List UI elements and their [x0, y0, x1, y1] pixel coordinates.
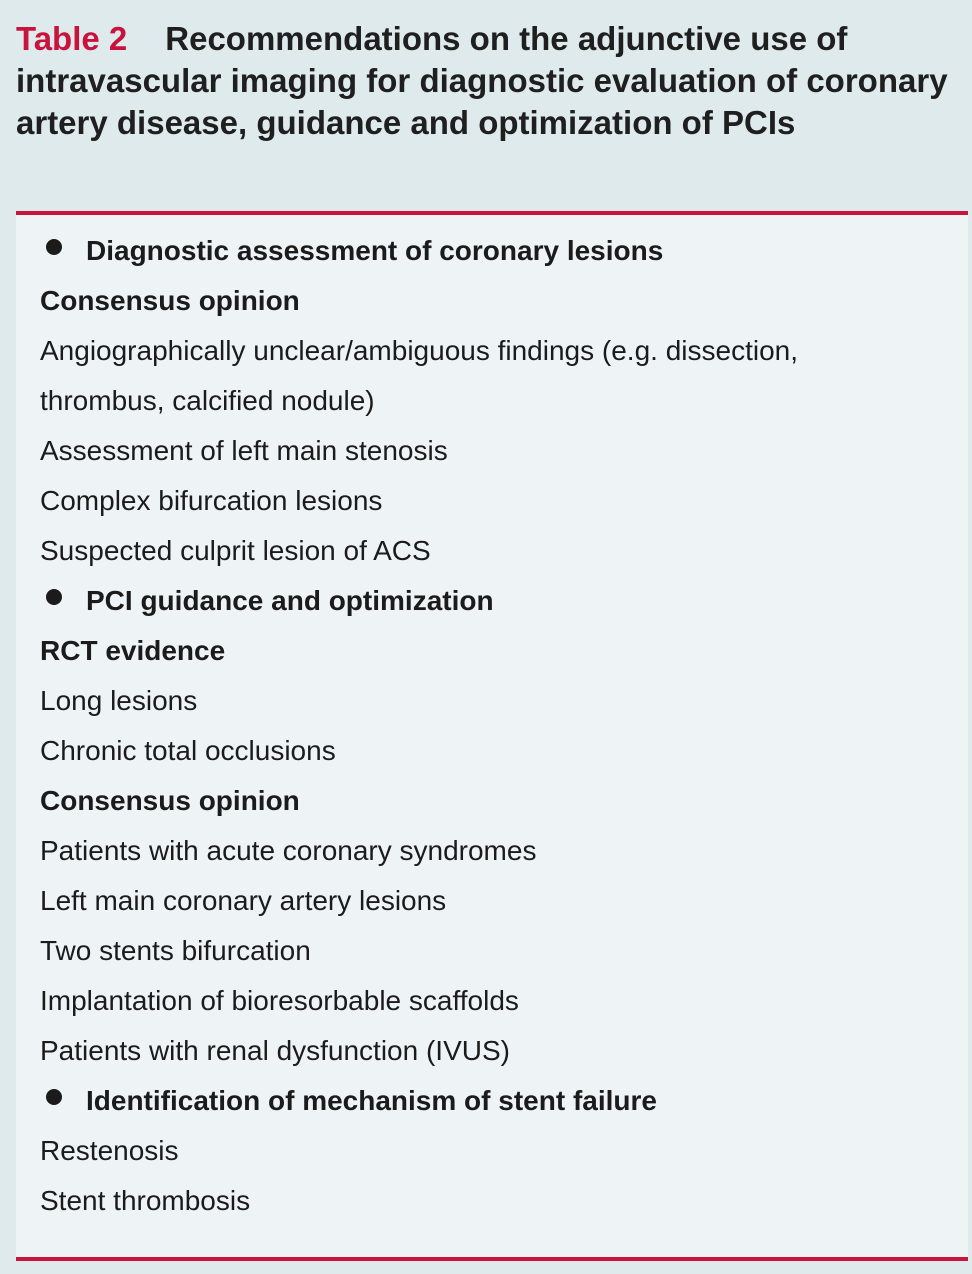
table-title-text: Recommendations on the adjunctive use of intravascular imaging for diagnostic evaluation of coronary artery disease, guidance and optimization of PCIs	[16, 20, 948, 141]
bullet-icon	[46, 239, 62, 255]
list-item: Angiographically unclear/ambiguous findings (e.g. dissection,	[40, 335, 798, 366]
list-item: Chronic total occlusions	[40, 735, 336, 766]
list-item: Two stents bifurcation	[40, 935, 311, 966]
section-heading-text: PCI guidance and optimization	[86, 585, 494, 616]
list-item: Complex bifurcation lesions	[40, 485, 383, 516]
list-item: Patients with acute coronary syndromes	[40, 835, 537, 866]
list-item: Left main coronary artery lesions	[40, 885, 447, 916]
list-item: Implantation of bioresorbable scaffolds	[40, 985, 519, 1016]
list-item: Patients with renal dysfunction (IVUS)	[40, 1035, 510, 1066]
evidence-level-heading: Consensus opinion	[40, 785, 300, 816]
evidence-level-heading: RCT evidence	[40, 635, 226, 666]
section-heading	[40, 226, 950, 276]
list-item: Long lesions	[40, 685, 198, 716]
list-item: Assessment of left main stenosis	[40, 435, 448, 466]
table-number-label: Table 2	[16, 20, 128, 57]
section-heading-text: Identification of mechanism of stent failure	[86, 1085, 657, 1116]
bullet-icon	[46, 589, 62, 605]
section-heading-text: Diagnostic assessment of coronary lesions	[86, 235, 664, 266]
section-heading	[40, 576, 950, 626]
list-item: Suspected culprit lesion of ACS	[40, 535, 431, 566]
section-heading	[40, 1076, 950, 1126]
table-title	[16, 18, 956, 144]
bottom-divider	[16, 1257, 968, 1261]
evidence-level-heading: Consensus opinion	[40, 285, 300, 316]
bullet-icon	[46, 1089, 62, 1105]
list-item: Restenosis	[40, 1135, 179, 1166]
list-item: Stent thrombosis	[40, 1185, 251, 1216]
list-item: thrombus, calcified nodule)	[40, 385, 375, 416]
recommendations-list	[40, 226, 950, 1226]
